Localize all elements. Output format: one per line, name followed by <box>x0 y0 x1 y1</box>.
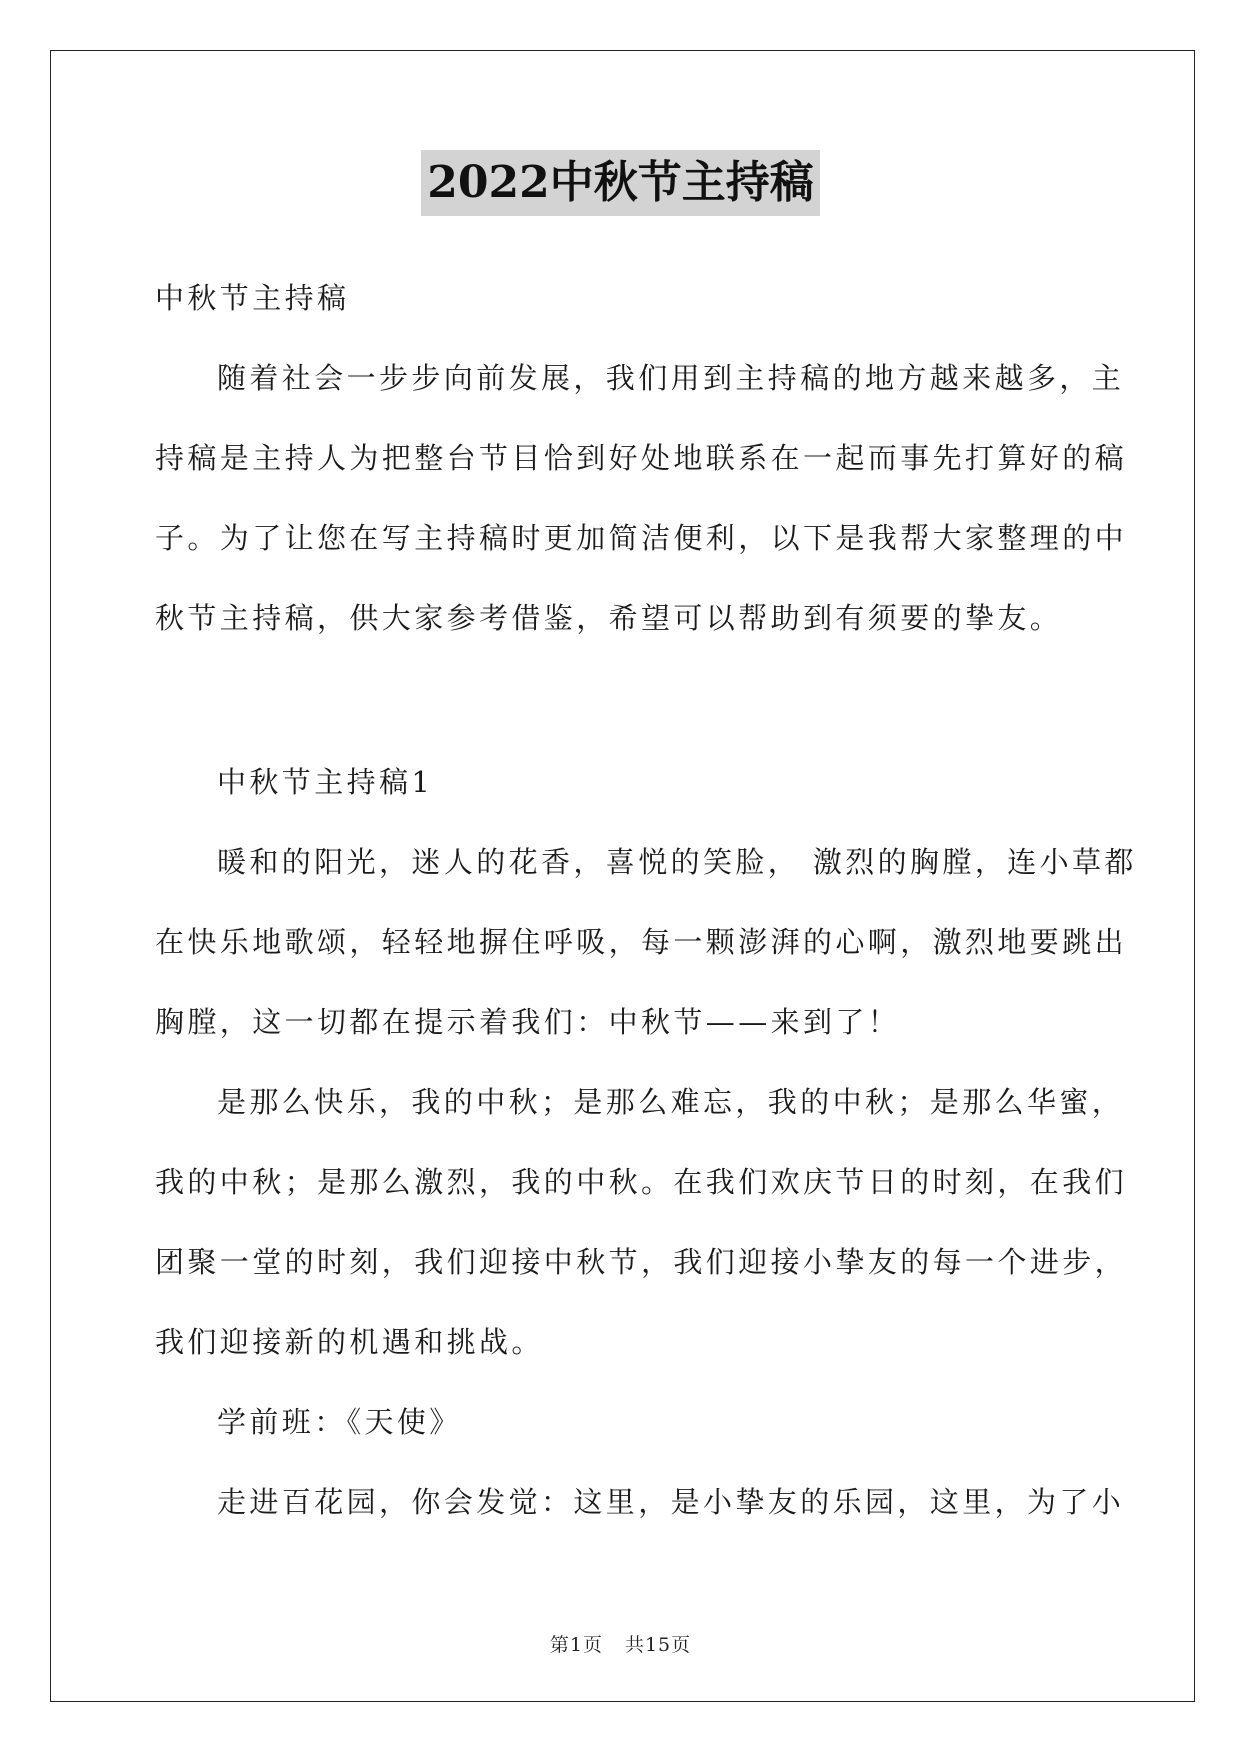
program-heading: 学前班：《天使》 <box>217 1405 462 1439</box>
page-total: 共15页 <box>624 1634 692 1656</box>
page-number: 第1页 <box>549 1634 603 1656</box>
paragraph-line: 暖和的阳光，迷人的花香，喜悦的笑脸， 激烈的胸膛，连小草都 <box>217 845 1137 879</box>
paragraph-line: 我的中秋；是那么激烈，我的中秋。在我们欢庆节日的时刻，在我们 <box>155 1165 1128 1199</box>
page-footer <box>0 1630 1241 1657</box>
section-heading: 中秋节主持稿1 <box>217 765 434 799</box>
paragraph-line: 在快乐地歌颂，轻轻地摒住呼吸，每一颗澎湃的心啊，激烈地要跳出 <box>155 925 1128 959</box>
section-gap <box>155 658 1095 742</box>
paragraph-line: 走进百花园，你会发觉：这里，是小挚友的乐园，这里，为了小 <box>217 1485 1125 1519</box>
paragraph-line: 持稿是主持人为把整台节目恰到好处地联系在一起而事先打算好的稿 <box>155 441 1128 475</box>
paragraph-line: 我们迎接新的机遇和挑战。 <box>155 1325 544 1359</box>
paragraph-line: 子。为了让您在写主持稿时更加简洁便利，以下是我帮大家整理的中 <box>155 521 1128 555</box>
paragraph-line: 秋节主持稿，供大家参考借鉴，希望可以帮助到有须要的挚友。 <box>155 601 1063 635</box>
paragraph-line: 随着社会一步步向前发展，我们用到主持稿的地方越来越多，主 <box>217 361 1125 395</box>
paragraph-line: 胸膛，这一切都在提示着我们：中秋节——来到了！ <box>155 1005 901 1039</box>
document-body <box>155 258 1137 1542</box>
document-title: 2022中秋节主持稿 <box>421 150 819 216</box>
subtitle-line: 中秋节主持稿 <box>155 281 350 315</box>
paragraph-line: 团聚一堂的时刻，我们迎接中秋节，我们迎接小挚友的每一个进步， <box>155 1245 1128 1279</box>
title-container <box>0 150 1241 216</box>
paragraph-line: 是那么快乐，我的中秋；是那么难忘，我的中秋；是那么华蜜， <box>217 1085 1125 1119</box>
